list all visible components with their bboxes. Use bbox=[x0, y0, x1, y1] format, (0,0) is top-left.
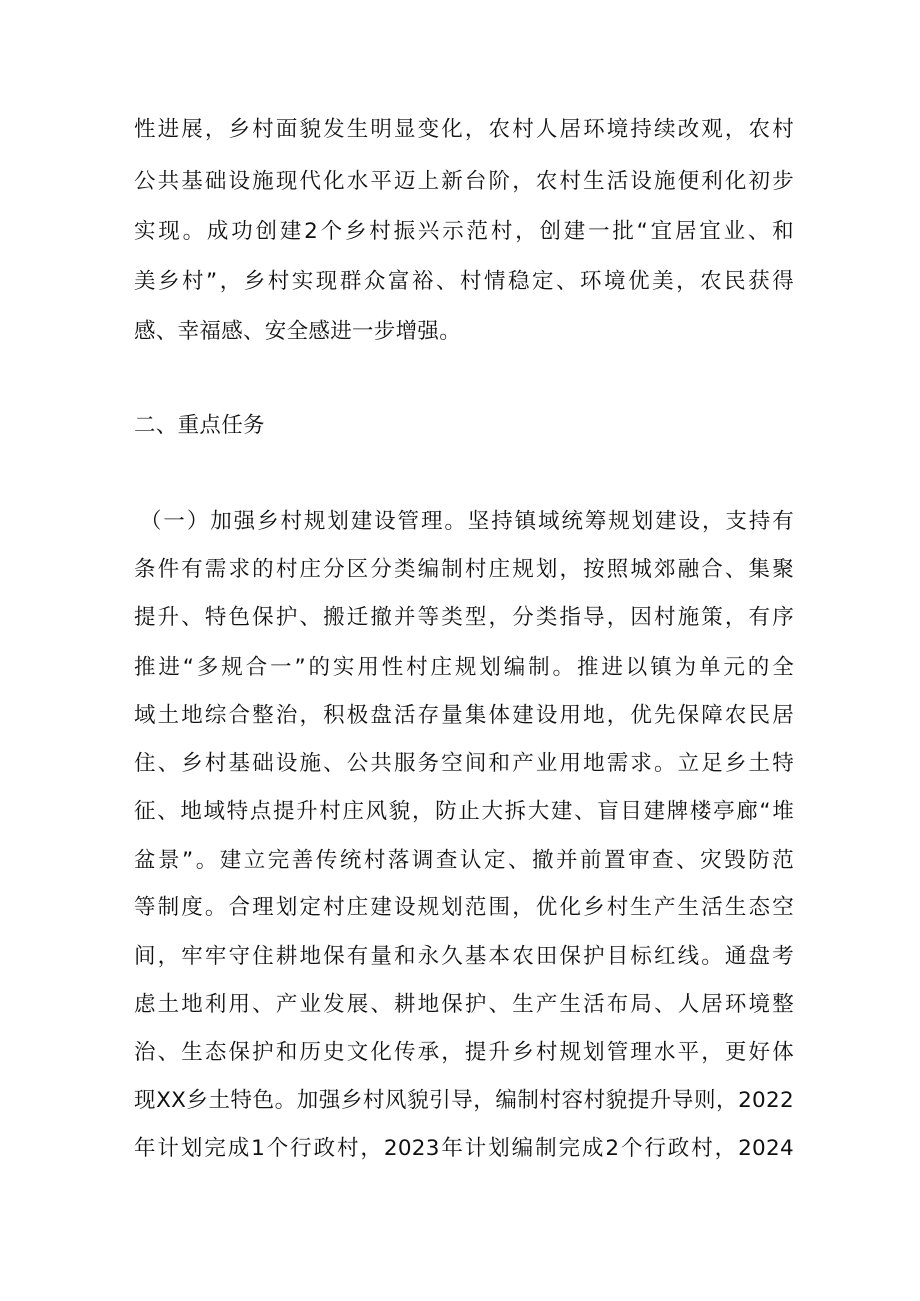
task1-line-11: 虑土地利用、产业发展、耕地保护、生产生活布局、人居环境整 bbox=[134, 992, 794, 1017]
task1-line-4: 推进“多规合一”的实用性村庄规划编制。推进以镇为单元的全 bbox=[134, 655, 794, 680]
task1-line-9: 等制度。合理划定村庄建设规划范围，优化乡村生产生活生态空 bbox=[134, 895, 794, 920]
intro-line-3: 实现。成功创建2个乡村振兴示范村，创建一批“宜居宜业、和 bbox=[134, 219, 794, 244]
intro-line-1: 性进展，乡村面貌发生明显变化，农村人居环境持续改观，农村 bbox=[134, 117, 794, 142]
task1-line-14: 年计划完成1个行政村，2023年计划编制完成2个行政村，2024 bbox=[134, 1136, 794, 1161]
task1-line-13: 现XX乡土特色。加强乡村风貌引导，编制村容村貌提升导则，2022 bbox=[134, 1088, 794, 1113]
task1-line-6: 住、乡村基础设施、公共服务空间和产业用地需求。立足乡土特 bbox=[134, 751, 794, 776]
section-heading: 二、重点任务 bbox=[134, 413, 265, 438]
task1-line-8: 盆景”。建立完善传统村落调查认定、撤并前置审查、灾毁防范 bbox=[134, 848, 794, 873]
task1-line-5: 域土地综合整治，积极盘活存量集体建设用地，优先保障农民居 bbox=[134, 703, 794, 728]
task1-line-1: （一）加强乡村规划建设管理。坚持镇域统筹规划建设，支持有 bbox=[140, 509, 794, 534]
task1-line-12: 治、生态保护和历史文化传承，提升乡村规划管理水平，更好体 bbox=[134, 1040, 794, 1065]
task1-line-2: 条件有需求的村庄分区分类编制村庄规划，按照城郊融合、集聚 bbox=[134, 557, 794, 582]
task1-line-3: 提升、特色保护、搬迁撤并等类型，分类指导，因村施策，有序 bbox=[134, 605, 794, 630]
intro-line-4: 美乡村”，乡村实现群众富裕、村情稳定、环境优美，农民获得 bbox=[134, 269, 794, 294]
intro-line-5: 感、幸福感、安全感进一步增强。 bbox=[134, 319, 462, 344]
task1-line-7: 征、地域特点提升村庄风貌，防止大拆大建、盲目建牌楼亭廊“堆 bbox=[134, 799, 794, 824]
intro-line-2: 公共基础设施现代化水平迈上新台阶，农村生活设施便利化初步 bbox=[134, 169, 794, 194]
task1-line-10: 间，牢牢守住耕地保有量和永久基本农田保护目标红线。通盘考 bbox=[134, 944, 794, 969]
